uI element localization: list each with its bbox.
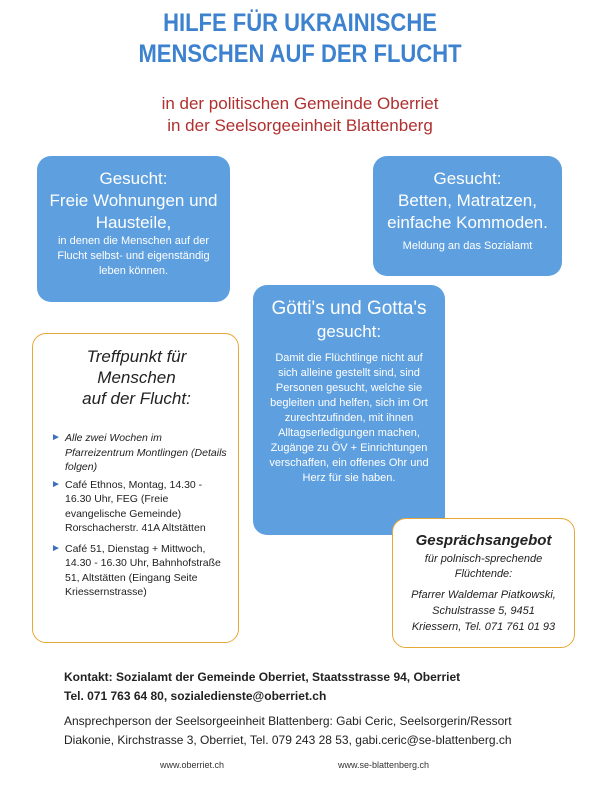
- meeting-item-cafe-51: ► Café 51, Dienstag + Mittwoch, 14.30 - 16.30 Uhr, Bahnhofstraße 51, Altstätten (Eingang Seite Kriessernstrasse): [51, 542, 221, 598]
- godparents-body-line: Zugänge zu ÖV + Einrichtungen: [270, 442, 428, 454]
- conversation-sub-2: Flüchtende:: [454, 568, 513, 580]
- beds-note: Meldung an das Sozialamt: [402, 240, 533, 252]
- godparents-sub: gesucht:: [316, 322, 382, 341]
- contact-line-2: Tel. 071 763 64 80, sozialedienste@oberriet.ch: [64, 689, 327, 703]
- triangle-bullet-icon: ►: [51, 432, 61, 443]
- godparents-body-line: Damit die Flüchtlinge nicht auf: [275, 352, 423, 364]
- meeting-heading: [45, 346, 228, 409]
- meeting-heading-line-1: Treffpunkt für: [86, 347, 187, 366]
- subtitle-line-2: in der Seelsorgeeinheit Blattenberg: [167, 116, 433, 135]
- conversation-sub-1: für polnisch-sprechende: [424, 553, 543, 565]
- conversation-heading: Gesprächsangebot: [415, 532, 552, 549]
- meeting-item-montlingen: ► Alle zwei Wochen im Pfarreizentrum Montlingen (Details folgen): [51, 432, 227, 473]
- title-line-1: HILFE FÜR UKRAINISCHE: [163, 9, 437, 37]
- page-title: [36, 8, 564, 70]
- contact-line-1: Kontakt: Sozialamt der Gemeinde Oberriet, Staatsstrasse 94, Oberriet: [64, 670, 461, 684]
- godparents-body-line: Herz für sie haben.: [302, 472, 396, 484]
- contact-line-4: Diakonie, Kirchstrasse 3, Oberriet, Tel. 079 243 28 53, gabi.ceric@se-blattenberg.ch: [64, 733, 512, 747]
- housing-line-1: Freie Wohnungen und: [49, 191, 218, 210]
- godparents-body-line: sich alleine gestellt sind, sind: [278, 367, 420, 379]
- beds-line-2: einfache Kommoden.: [387, 213, 548, 232]
- meeting-point-box: [32, 333, 239, 643]
- title-line-2: MENSCHEN AUF DER FLUCHT: [138, 40, 462, 68]
- contact-line-3: Ansprechperson der Seelsorgeeinheit Blattenberg: Gabi Ceric, Seelsorgerin/Ressort: [64, 714, 512, 728]
- conversation-line-3: Kriessern, Tel. 071 761 01 93: [411, 621, 556, 633]
- godparents-body-line: Alltagserledigungen machen,: [278, 427, 420, 439]
- subtitle-line-1: in der politischen Gemeinde Oberriet: [161, 94, 439, 113]
- meeting-heading-line-3: auf der Flucht:: [82, 389, 191, 408]
- beds-wanted-box: [373, 156, 562, 276]
- triangle-bullet-icon: ►: [51, 478, 61, 490]
- conversation-line-2: Schulstrasse 5, 9451: [432, 605, 535, 617]
- subtitle: [0, 93, 600, 137]
- beds-line-1: Betten, Matratzen,: [398, 191, 537, 210]
- conversation-offer-box: [392, 518, 575, 648]
- godparents-body-line: Personen gesucht, welche sie: [275, 382, 423, 394]
- godparents-wanted-box: [253, 285, 445, 535]
- conversation-line-1: Pfarrer Waldemar Piatkowski,: [411, 589, 556, 601]
- housing-line-2: Hausteile,: [95, 213, 172, 232]
- triangle-bullet-icon: ►: [51, 542, 61, 554]
- meeting-heading-line-2: Menschen: [97, 368, 176, 387]
- godparents-body: [253, 351, 445, 486]
- housing-detail-2: Flucht selbst- und eigenständig: [57, 250, 210, 262]
- beds-heading: Gesucht:: [433, 169, 502, 188]
- godparents-body-line: begleiten und helfen, sich im Ort: [270, 397, 428, 409]
- housing-wanted-box: [37, 156, 230, 302]
- website-oberriet-link[interactable]: www.oberriet.ch: [160, 760, 225, 770]
- godparents-heading: Götti's und Gotta's: [271, 298, 427, 319]
- website-se-blattenberg-link[interactable]: www.se-blattenberg.ch: [338, 760, 430, 770]
- housing-heading: Gesucht:: [99, 169, 168, 188]
- meeting-item-cafe-ethnos: ► Café Ethnos, Montag, 14.30 - 16.30 Uhr, FEG (Freie evangelische Gemeinde) Rorschacherstr. 41A Altstätten: [51, 478, 206, 534]
- godparents-body-line: verschaffen, ein offenes Ohr und: [269, 457, 429, 469]
- meeting-list: [45, 431, 228, 600]
- godparents-body-line: zurechtzufinden, mit ihnen: [284, 412, 414, 424]
- housing-detail-1: in denen die Menschen auf der: [57, 235, 210, 247]
- housing-detail-3: leben können.: [98, 265, 169, 277]
